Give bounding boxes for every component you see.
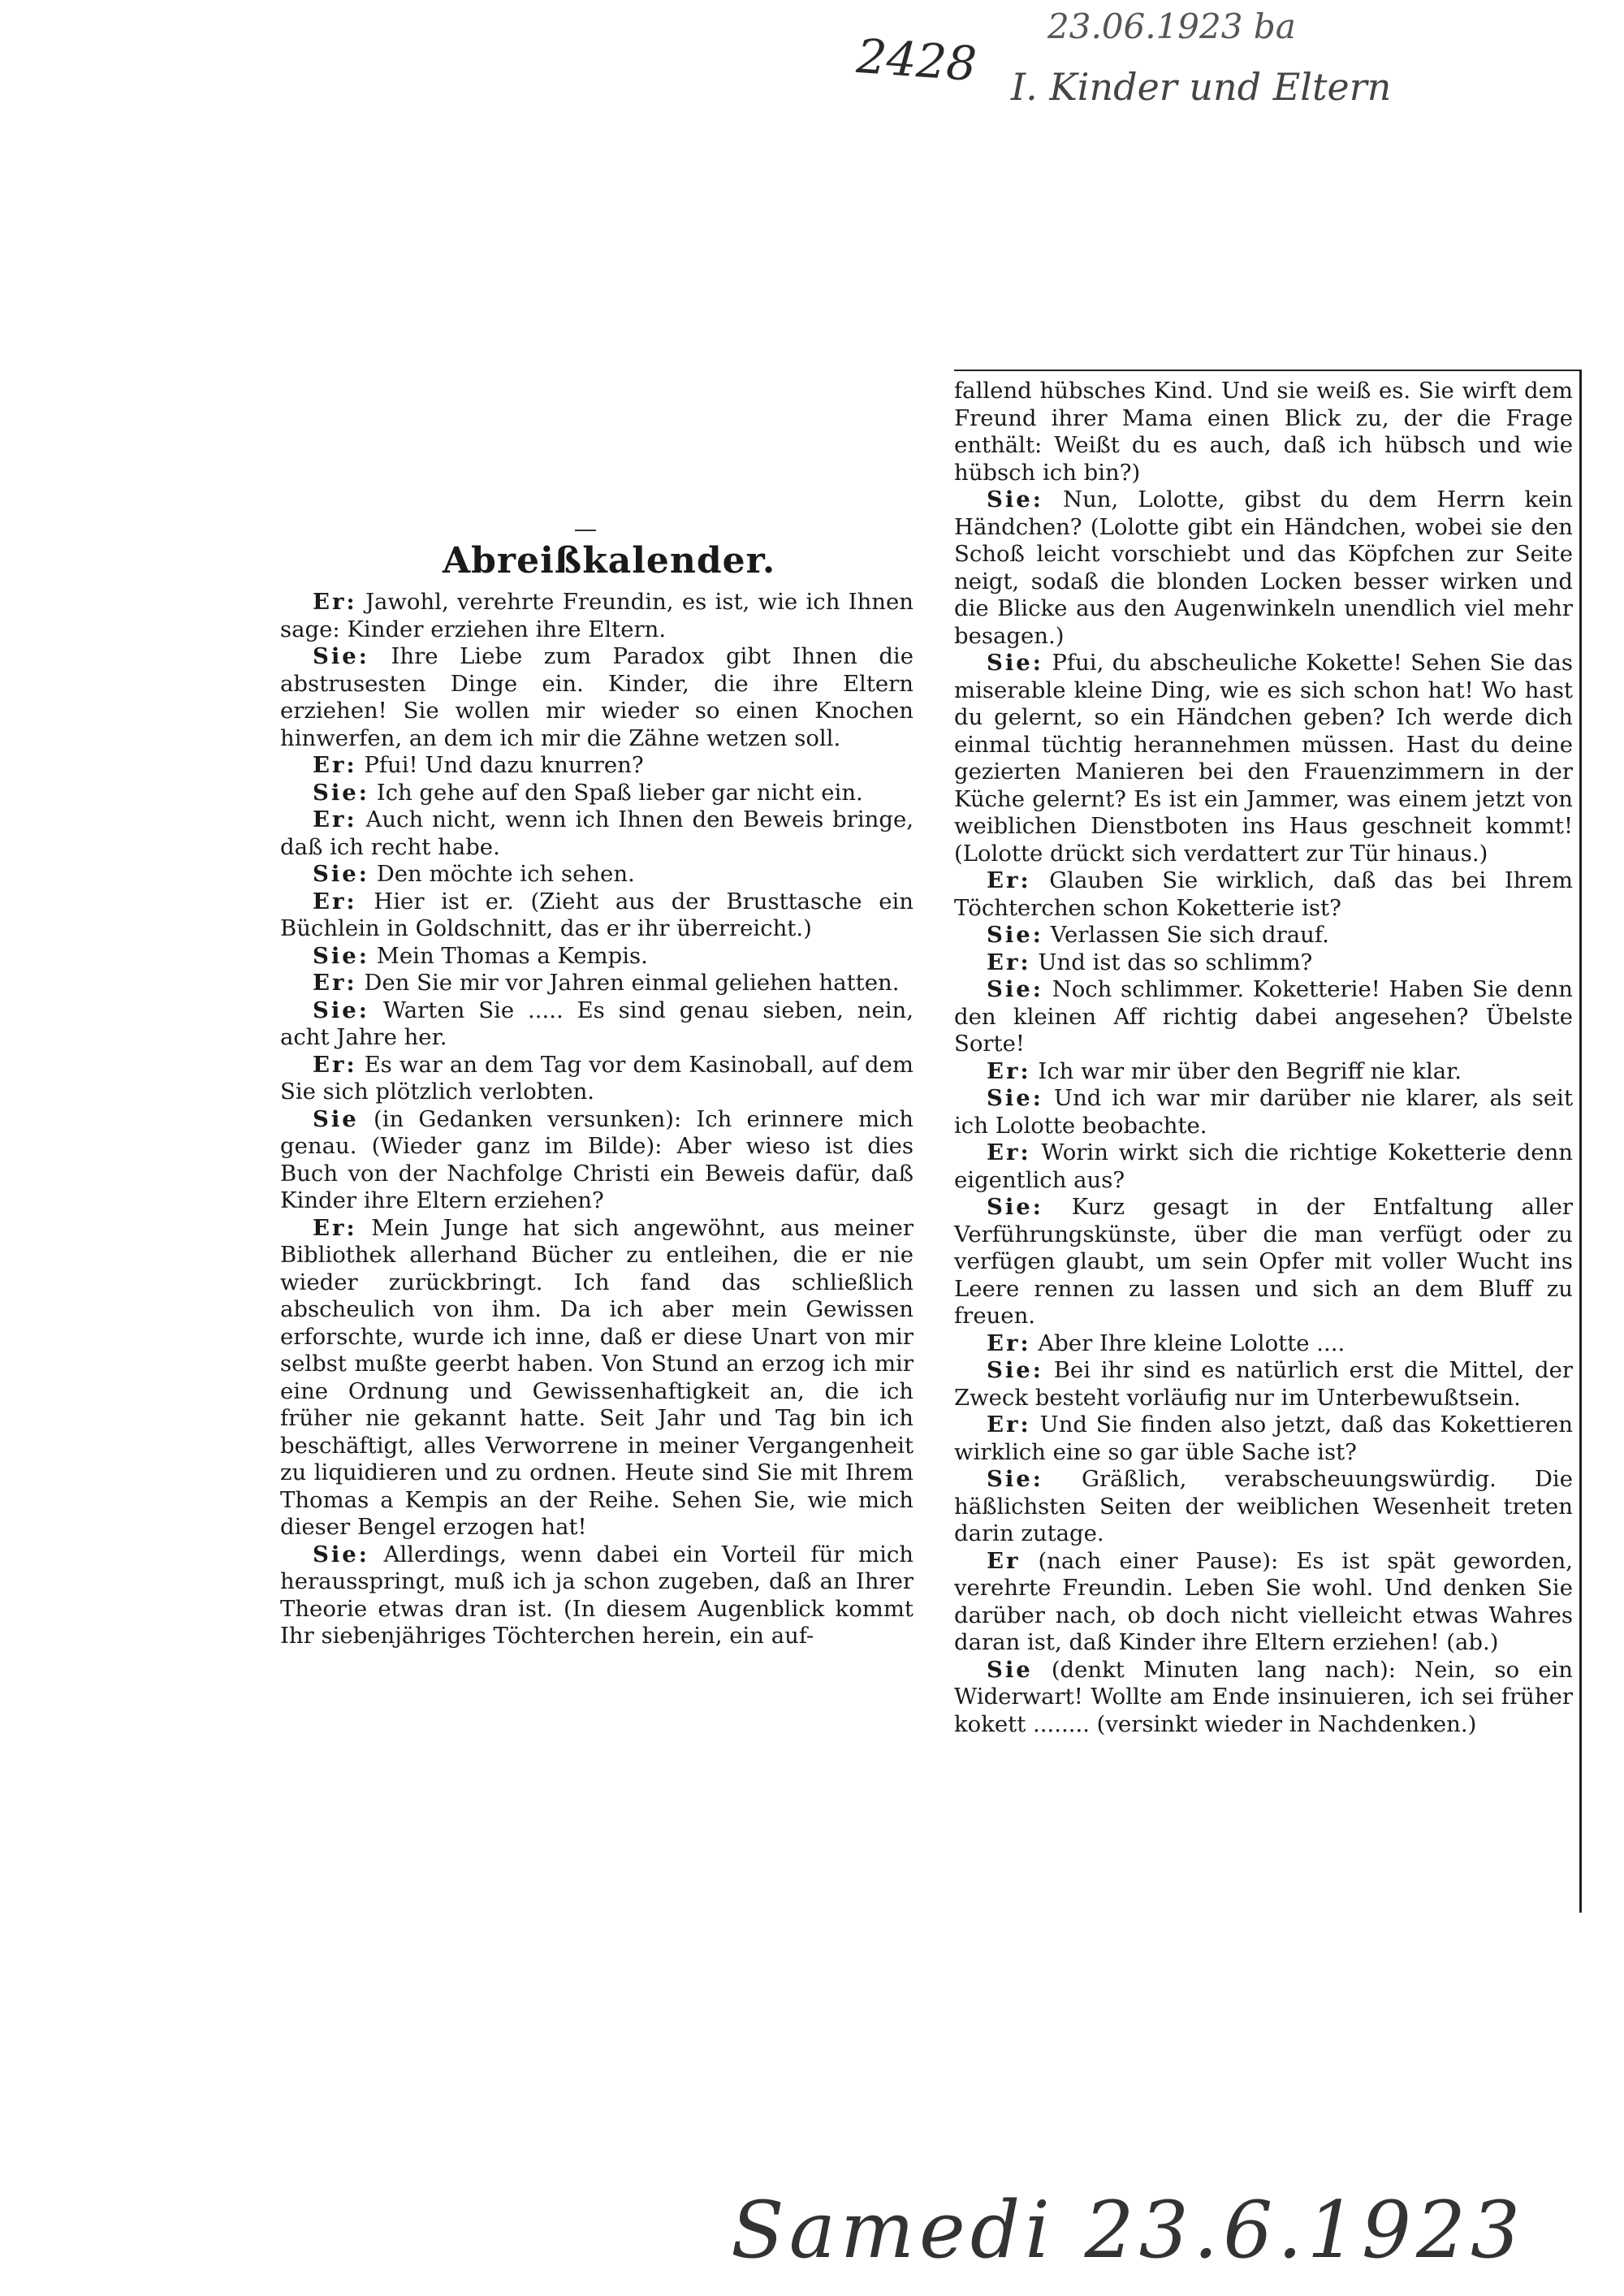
column-top-rule: [954, 370, 1579, 371]
dialogue-text: Und ich war mir darüber nie klarer, als seit ich Lolotte beobachte.: [954, 1085, 1574, 1139]
dialogue-text: Mein Thomas a Kempis.: [376, 942, 648, 969]
speaker-label: Er:: [987, 949, 1031, 975]
dialogue-text: Mein Junge hat sich angewöhnt, aus meiner Bibliothek allerhand Bücher zu entleihen, die er nie wieder zurückbringt. Ich fand das schließlich abscheulich von ihm. Da ich aber mein Gewissen erforschte, wurde ich inne, daß er diese Unart von mir selbst mußte geerbt haben. Von Stund an erzog ich mir eine Ordnung und Gewissenhaftigkeit an, die ich früher nie gekannt hatte. Seit Jahr und Tag bin ich beschäftigt, alles Verworrene in meiner Vergangenheit zu liquidieren und zu ordnen. Heute sind Sie mit Ihrem Thomas a Kempis an der Reihe. Sehen Sie, wie mich dieser Bengel erzogen hat!: [280, 1214, 914, 1540]
dialogue-paragraph: [954, 1330, 1573, 1358]
dialogue-text: Pfui, du abscheuliche Kokette! Sehen Sie das miserable kleine Ding, wie es sich schon hat! Wo hast du gelernt, so ein Händchen geben? Ich werde dich einmal tüchtig herannehmen müssen. Hast du deine gezierten Manieren bei den Frauenzimmern in der Küche gelernt? Es ist ein Jammer, was einem jetzt von weiblichen Dienstboten ins Haus geschneit kommt! (Lolotte drückt sich verdattert zur Tür hinaus.): [954, 650, 1573, 867]
dialogue-paragraph: [280, 1215, 914, 1541]
speaker-label: Er:: [987, 1057, 1031, 1084]
dialogue-text: Ich war mir über den Begriff nie klar.: [1038, 1057, 1462, 1084]
speaker-label: Er:: [313, 888, 357, 915]
dialogue-paragraph: [280, 643, 914, 752]
dialogue-paragraph: [954, 650, 1573, 867]
dialogue-text: Nun, Lolotte, gibst du dem Herrn kein Händchen? (Lolotte gibt ein Händchen, wobei sie den Schoß leicht vorschiebt und das Köpfchen zur Seite neigt, sodaß die blonden Locken besser wirken und die Blicke aus den Augenwinkeln unendlich viel mehr besagen.): [954, 486, 1573, 649]
speaker-label: Sie:: [987, 1194, 1043, 1220]
archive-date-annotation: 23.06.1923 ba: [1047, 6, 1296, 46]
dialogue-text: Kurz gesagt in der Entfaltung aller Verführungskünste, über die man verfügt oder zu verfügen glaubt, um sein Opfer mit voller Wucht ins Leere rennen zu lassen und sich an dem Bluff zu freuen.: [954, 1194, 1573, 1329]
dialogue-paragraph: [280, 1106, 914, 1215]
dialogue-paragraph: [280, 997, 914, 1052]
dialogue-text: Und Sie finden also jetzt, daß das Kokettieren wirklich eine so gar üble Sache ist?: [954, 1412, 1574, 1465]
dialogue-paragraph: [954, 1058, 1573, 1086]
dialogue-paragraph: [280, 943, 914, 971]
footer-date-annotation: Samedi 23.6.1923: [731, 2185, 1526, 2276]
right-column: [954, 378, 1573, 1738]
speaker-label: Sie:: [987, 486, 1043, 512]
dialogue-paragraph: [280, 589, 914, 643]
dialogue-paragraph: [954, 1548, 1573, 1657]
speaker-label: Sie: [313, 1105, 359, 1132]
speaker-label: Er:: [313, 1051, 357, 1078]
speaker-label: Sie:: [987, 1085, 1043, 1111]
dialogue-paragraph: [954, 867, 1573, 922]
dialogue-paragraph: [954, 1085, 1573, 1139]
speaker-label: Sie: [987, 1656, 1033, 1683]
speaker-label: Sie:: [313, 643, 369, 669]
column-right-rule: [1579, 370, 1582, 1913]
speaker-label: Sie:: [313, 779, 369, 806]
dialogue-text: Hier ist er. (Zieht aus der Brusttasche ein Büchlein in Goldschnitt, das er ihr überreicht.): [280, 888, 914, 941]
speaker-label: Er: [987, 1547, 1021, 1574]
dialogue-paragraph: [954, 922, 1573, 949]
dialogue-paragraph: [280, 806, 914, 861]
speaker-label: Er:: [987, 1412, 1031, 1438]
dialogue-text: Gräßlich, verabscheuungswürdig. Die häßlichsten Seiten der weiblichen Wesenheit treten darin zutage.: [954, 1466, 1573, 1546]
dialogue-paragraph: [954, 1194, 1573, 1330]
dialogue-text: Allerdings, wenn dabei ein Vorteil für mich herausspringt, muß ich ja schon zugeben, daß an Ihrer Theorie etwas dran ist. (In diesem Augenblick kommt Ihr siebenjähriges Töchterchen herein, ein auf-: [280, 1541, 914, 1649]
dialogue-paragraph: [954, 1357, 1573, 1412]
dialogue-text: Ich gehe auf den Spaß lieber gar nicht ein.: [376, 779, 863, 806]
dialogue-text: (in Gedanken versunken): Ich erinnere mich genau. (Wieder ganz im Bilde): Aber wieso ist dies Buch von der Nachfolge Christi ein Beweis dafür, daß Kinder ihre Eltern erziehen?: [280, 1105, 914, 1213]
left-column: [280, 589, 914, 1650]
speaker-label: Sie:: [313, 942, 369, 969]
archive-topic-annotation: I. Kinder und Eltern: [1011, 65, 1392, 109]
dialogue-text: Pfui! Und dazu knurren?: [364, 752, 644, 778]
dialogue-text: Aber Ihre kleine Lolotte ....: [1038, 1330, 1345, 1356]
dialogue-paragraph: [280, 752, 914, 780]
dialogue-text: Bei ihr sind es natürlich erst die Mittel, der Zweck besteht vorläufig nur im Unterbewußtsein.: [954, 1357, 1573, 1411]
speaker-label: Er:: [313, 1214, 357, 1241]
dialogue-text: Und ist das so schlimm?: [1038, 949, 1313, 975]
archive-number-annotation: 2428: [854, 28, 978, 93]
speaker-label: Sie:: [987, 976, 1043, 1002]
dialogue-text: Auch nicht, wenn ich Ihnen den Beweis bringe, daß ich recht habe.: [280, 806, 914, 860]
dialogue-text: Verlassen Sie sich drauf.: [1050, 922, 1329, 948]
dialogue-paragraph: [280, 970, 914, 997]
speaker-label: Er:: [313, 589, 357, 615]
speaker-label: Er:: [313, 752, 357, 778]
dialogue-paragraph: [280, 889, 914, 943]
dialogue-text: Jawohl, verehrte Freundin, es ist, wie ich Ihnen sage: Kinder erziehen ihre Eltern.: [280, 589, 914, 642]
speaker-label: Er:: [313, 806, 357, 832]
speaker-label: Sie:: [987, 922, 1043, 948]
speaker-label: Sie:: [987, 650, 1043, 676]
dialogue-paragraph: [954, 1657, 1573, 1739]
dialogue-paragraph: [954, 1466, 1573, 1548]
dialogue-text: Warten Sie ..... Es sind genau sieben, nein, acht Jahre her.: [280, 997, 914, 1050]
dialogue-paragraph: [954, 1139, 1573, 1194]
dialogue-text: Noch schlimmer. Koketterie! Haben Sie denn den kleinen Aff richtig dabei angesehen? Übelste Sorte!: [954, 976, 1573, 1057]
speaker-label: Sie:: [313, 1541, 369, 1567]
continuation-paragraph: fallend hübsches Kind. Und sie weiß es. Sie wirft dem Freund ihrer Mama einen Blick zu, der die Frage enthält: Weißt du es auch, daß ich hübsch und wie hübsch ich bin?): [954, 378, 1573, 486]
dialogue-paragraph: [280, 1052, 914, 1106]
dialogue-text: Ihre Liebe zum Paradox gibt Ihnen die abstrusesten Dinge ein. Kinder, die ihre Eltern erziehen! Sie wollen mir wieder so einen Knochen hinwerfen, an dem ich mir die Zähne wetzen soll.: [280, 643, 914, 751]
speaker-label: Er:: [987, 1330, 1031, 1356]
dialogue-paragraph: [280, 780, 914, 807]
dialogue-text: (denkt Minuten lang nach): Nein, so ein Widerwart! Wollte am Ende insinuieren, ich sei früher kokett ........ (versinkt wieder in Nachdenken.): [954, 1656, 1573, 1737]
speaker-label: Sie:: [987, 1466, 1043, 1492]
title-dash: [575, 530, 596, 531]
speaker-label: Er:: [987, 1139, 1031, 1165]
dialogue-text: Es war an dem Tag vor dem Kasinoball, auf dem Sie sich plötzlich verlobten.: [280, 1051, 914, 1105]
dialogue-text: Den Sie mir vor Jahren einmal geliehen hatten.: [364, 970, 900, 996]
dialogue-paragraph: [280, 861, 914, 889]
dialogue-text: Glauben Sie wirklich, daß das bei Ihrem Töchterchen schon Koketterie ist?: [954, 867, 1573, 921]
dialogue-paragraph: [280, 1541, 914, 1650]
speaker-label: Er:: [313, 970, 357, 996]
dialogue-paragraph: [954, 976, 1573, 1058]
dialogue-paragraph: [954, 949, 1573, 977]
speaker-label: Sie:: [313, 997, 369, 1023]
article-title: Abreißkalender.: [443, 540, 776, 582]
dialogue-text: (nach einer Pause): Es ist spät geworden, verehrte Freundin. Leben Sie wohl. Und denken Sie darüber nach, ob doch nicht vielleicht etwas Wahres daran ist, daß Kinder ihre Eltern erziehen! (ab.): [954, 1547, 1573, 1655]
speaker-label: Sie:: [987, 1357, 1043, 1383]
dialogue-text: Den möchte ich sehen.: [376, 861, 635, 887]
dialogue-text: Worin wirkt sich die richtige Koketterie denn eigentlich aus?: [954, 1139, 1573, 1193]
speaker-label: Er:: [987, 867, 1031, 893]
speaker-label: Sie:: [313, 861, 369, 887]
dialogue-paragraph: [954, 486, 1573, 650]
dialogue-paragraph: [954, 1412, 1573, 1466]
